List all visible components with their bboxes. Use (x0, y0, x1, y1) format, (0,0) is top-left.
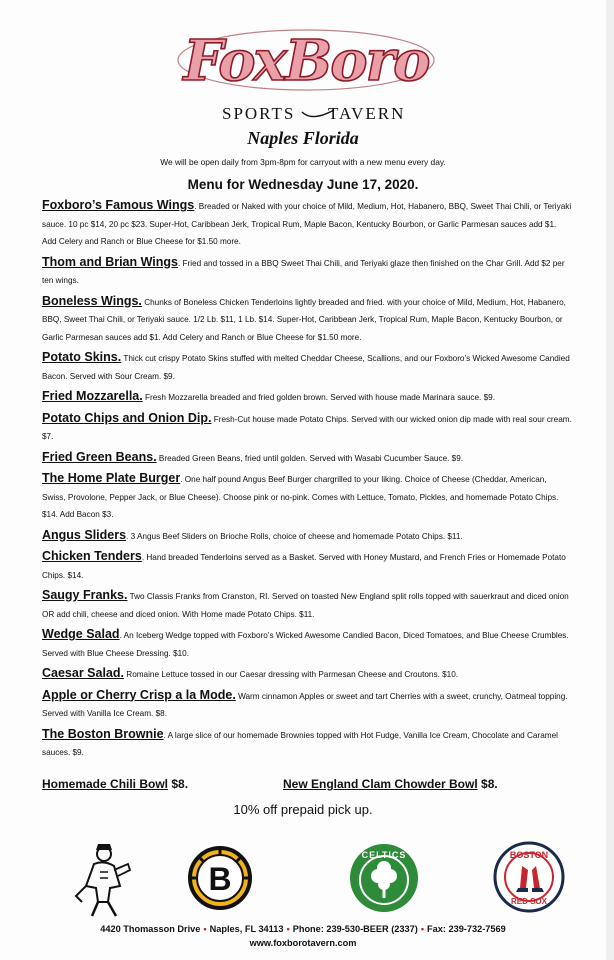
city-heading: Naples Florida (247, 128, 359, 148)
menu-item (42, 470, 572, 524)
logo-text: FoxBoro (183, 28, 429, 94)
redsox-logo-icon (492, 840, 566, 914)
item-desc: . An Iceberg Wedge topped with Foxboro’s Wicked Awesome Candied Bacon, Diced Tomatoes, and Blue Cheese Crumbles. Served with Blue Cheese Dressing. $10. (42, 631, 569, 658)
item-name: Angus Sliders (42, 527, 127, 542)
redsox-bottom-text: RED SOX (510, 897, 548, 906)
chili-bowl (42, 777, 188, 791)
menu-item (42, 726, 572, 762)
item-desc: . One half pound Angus Beef Burger chargrilled to your liking. Choice of Cheese (Cheddar, American, Swiss, Provolone, Pepper Jack, or Blue Cheese). Choose pink or no-pink. Comes with Lettuce, Tomato, Pickles, and homemade Potato Chips. $14. Add Bacon $3. (42, 475, 559, 519)
menu-item (42, 449, 572, 468)
footer-contact: 4420 Thomasson Drive • Naples, FL 34113 • Phone: 239-530-BEER (2337) • Fax: 239-732-7569 (100, 924, 506, 934)
menu-item (42, 197, 572, 233)
item-desc: . Fried and tossed in a BBQ Sweet Thai Chili, and Teriyaki glaze then finished on the Char Grill. Add $2 per ten wings. (42, 258, 565, 285)
item-desc: Warm cinnamon Apples or sweet and tart Cherries with a sweet, crunchy, Oatmeal topping. Served with Vanilla Ice Cream. $8. (42, 691, 568, 718)
item-desc: Fresh Mozzarella breaded and fried golden brown. Served with house made Marinara sauce. $9. (142, 393, 495, 402)
item-desc: . Breaded or Naked with your choice of Mild, Medium, Hot, Habanero, BBQ, Sweet Thai Chili, or Teriyaki sauce. 10 pc $14, 20 pc $23. Super-Hot, Caribbean Jerk, Tropical Rum, Maple Bacon, Kentucky Bourbon, or Garlic Parmesan sauces add $1. (42, 202, 572, 229)
menu-item (42, 665, 572, 684)
bruins-logo-icon (188, 846, 252, 910)
item-desc: . Hand breaded Tenderloins served as a Basket. Served with Honey Mustard, and French Fries or Homemade Potato Chips. $14. (42, 553, 566, 580)
item-desc: Romaine Lettuce tossed in our Caesar dressing with Parmesan Cheese and Croutons. $10. (124, 670, 459, 679)
item-name: Fried Mozzarella. (42, 389, 143, 403)
item-name: The Boston Brownie (42, 726, 164, 741)
item-desc: Thick cut crispy Potato Skins stuffed with melted Cheddar Cheese, Scallions, and our Foxboro’s Wicked Awesome Candied Bacon. Served with Sour Cream. $9. (42, 354, 570, 381)
item-name: Wedge Salad (42, 627, 120, 641)
footer-website[interactable]: www.foxborotavern.com (249, 938, 357, 948)
menu-item (42, 349, 572, 385)
menu-date-heading: Menu for Wednesday June 17, 2020. (187, 177, 419, 192)
page-edge (606, 0, 614, 960)
menu-item (42, 293, 572, 347)
item-name: Foxboro’s Famous Wings (42, 198, 195, 212)
hours-note: We will be open daily from 3pm-8pm for carryout with a new menu every day. (160, 157, 446, 167)
item-name: Fried Green Beans. (42, 449, 157, 464)
menu-item (42, 626, 572, 662)
bruins-letter: B (208, 861, 232, 897)
redsox-top-text: BOSTON (509, 850, 549, 860)
chowder-bowl-name: New England Clam Chowder Bowl (283, 777, 478, 791)
footer-phone: Phone: 239-530-BEER (2337) (292, 924, 418, 934)
team-logos-row (0, 842, 606, 922)
item-name: Potato Skins. (42, 350, 122, 364)
foxboro-logo (175, 18, 437, 100)
item-name: Potato Chips and Onion Dip. (42, 410, 212, 425)
item-desc: Fresh-Cut house made Potato Chips. Served with our wicked onion dip made with real sour cream. $7. (42, 414, 572, 441)
item-name: Saugy Franks. (42, 588, 128, 602)
chili-bowl-price: $8. (168, 777, 189, 791)
celtics-logo-icon (348, 838, 420, 914)
item-name: Chicken Tenders (42, 549, 142, 563)
item-desc: . 3 Angus Beef Sliders on Brioche Rolls, choice of cheese and homemade Potato Chips. $11. (126, 531, 463, 541)
tavern-label: TAVERN (328, 104, 406, 123)
item-desc: . A large slice of our homemade Brownies topped with Hot Fudge, Vanilla Ice Cream, Chocolate and Caramel sauces. $9. (42, 730, 558, 757)
footer-fax: Fax: 239-732-7569 (427, 924, 506, 934)
tagline-row (0, 104, 606, 126)
celtics-text: CELTICS (361, 850, 407, 860)
soup-bowls-row (42, 777, 572, 795)
chili-bowl-name: Homemade Chili Bowl (42, 777, 169, 791)
item-name: Boneless Wings. (42, 293, 142, 308)
menu-items (42, 197, 572, 765)
footer-city: Naples, FL 34113 (209, 924, 284, 934)
item-name: Apple or Cherry Crisp a la Mode. (42, 687, 236, 702)
sports-label: SPORTS (222, 104, 296, 123)
menu-item (42, 587, 572, 623)
item-desc: Two Classis Franks from Cranston, RI. Served on toasted New England split rolls topped with sauerkraut and diced onion OR add chili, cheese and diced onion. With Home made Potato Chips. $11. (42, 592, 569, 619)
menu-item (42, 388, 572, 407)
chowder-bowl-price: $8. (477, 777, 498, 791)
discount-note: 10% off prepaid pick up. (233, 802, 373, 817)
menu-item (42, 687, 572, 723)
item-name: Thom and Brian Wings (42, 254, 178, 269)
item-desc: Chunks of Boneless Chicken Tenderloins lightly breaded and fried. with your choice of Mild, Medium, Hot, Habanero, BBQ, Sweet Thai Chili, or Teriyaki sauce. 1/2 Lb. $11, 1 Lb. $14. Super-Hot, Caribbean Jerk, Tropical Rum, Maple Bacon, Kentucky Bourbon, or Garlic Parmesan sauces add $1. Add Celery and Ranch or Blue Cheese for $1.50 more. (42, 297, 566, 342)
chowder-bowl (283, 777, 498, 791)
footer-address: 4420 Thomasson Drive (100, 924, 201, 934)
item-name: The Home Plate Burger (42, 471, 181, 485)
patriots-figure-icon (70, 842, 136, 920)
item-name: Caesar Salad. (42, 666, 124, 680)
menu-item (42, 254, 572, 290)
menu-item (42, 410, 572, 446)
item-extra-note: Add Celery and Ranch or Blue Cheese for $1.50 more. (42, 237, 241, 246)
item-desc: Breaded Green Beans, fried until golden. Served with Wasabi Cucumber Sauce. $9. (156, 453, 464, 463)
menu-item (42, 527, 572, 546)
menu-item (42, 548, 572, 584)
